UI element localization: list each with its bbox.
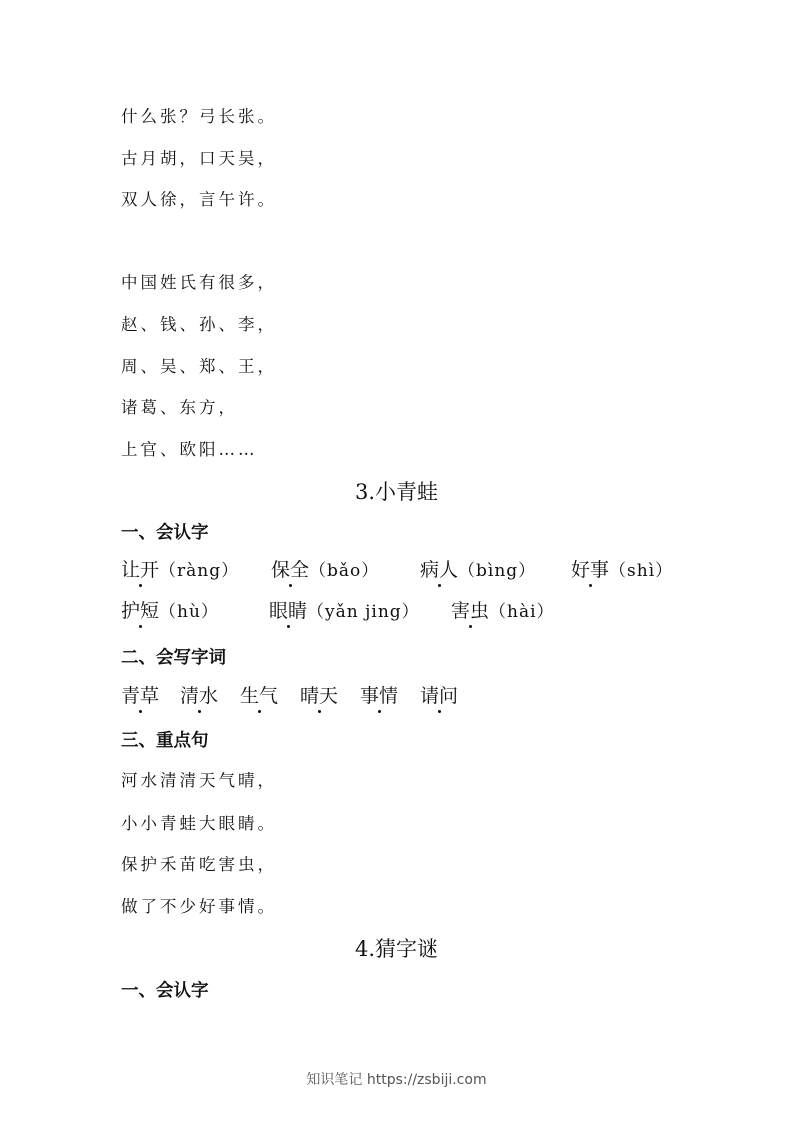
write-word: 生气 (240, 685, 279, 707)
recognize-row (121, 598, 721, 624)
section-heading: 二、会写字词 (121, 648, 226, 668)
key-sentence: 做了不少好事情。 (121, 897, 277, 916)
write-word: 晴天 (300, 685, 339, 707)
poem-line: 古月胡，口天吴， (121, 149, 277, 168)
key-sentence: 河水清清天气晴， (121, 771, 277, 790)
recognize-word: 眼睛 (269, 600, 308, 622)
pinyin: （bìng） (458, 561, 537, 581)
poem-line: 周、吴、郑、王， (121, 357, 277, 376)
write-word: 事情 (360, 685, 399, 707)
recognize-word: 让开 (121, 559, 160, 581)
pinyin: （ràng） (159, 561, 240, 581)
recognize-row (121, 557, 721, 583)
poem-line: 中国姓氏有很多， (121, 273, 277, 292)
pinyin: （hài） (489, 602, 555, 622)
recognize-item (121, 598, 219, 625)
poem-line: 赵、钱、孙、李， (121, 315, 277, 334)
section-heading: 三、重点句 (121, 731, 209, 751)
recognize-item (269, 598, 420, 625)
footer-watermark: 知识笔记 https://zsbiji.com (306, 1072, 487, 1088)
recognize-word: 保全 (271, 559, 310, 581)
recognize-item (451, 598, 555, 625)
lesson-title: 3.小青蛙 (354, 480, 439, 504)
write-word: 请问 (420, 685, 459, 707)
section-heading: 一、会认字 (121, 981, 209, 1001)
write-word: 青草 (121, 685, 160, 707)
pinyin: （bǎo） (309, 561, 380, 581)
recognize-word: 病人 (420, 559, 459, 581)
poem-line: 什么张？弓长张。 (121, 107, 277, 126)
recognize-word: 护短 (121, 600, 160, 622)
key-sentence: 小小青蛙大眼睛。 (121, 814, 277, 833)
pinyin: （hù） (159, 602, 219, 622)
poem-line: 诸葛、东方， (121, 398, 238, 417)
pinyin: （shì） (609, 561, 674, 581)
write-words-row (121, 683, 521, 709)
recognize-item (571, 557, 673, 584)
recognize-word: 好事 (571, 559, 610, 581)
lesson-title: 4.猜字谜 (354, 937, 439, 961)
recognize-item (271, 557, 379, 584)
write-word: 清水 (180, 685, 219, 707)
section-heading: 一、会认字 (121, 523, 209, 543)
recognize-item (121, 557, 239, 584)
pinyin: （yǎn jing） (307, 602, 420, 622)
poem-line: 双人徐，言午许。 (121, 190, 277, 209)
recognize-item (420, 557, 536, 584)
key-sentence: 保护禾苗吃害虫， (121, 855, 277, 874)
recognize-word: 害虫 (451, 600, 490, 622)
poem-line: 上官、欧阳…… (121, 440, 258, 459)
